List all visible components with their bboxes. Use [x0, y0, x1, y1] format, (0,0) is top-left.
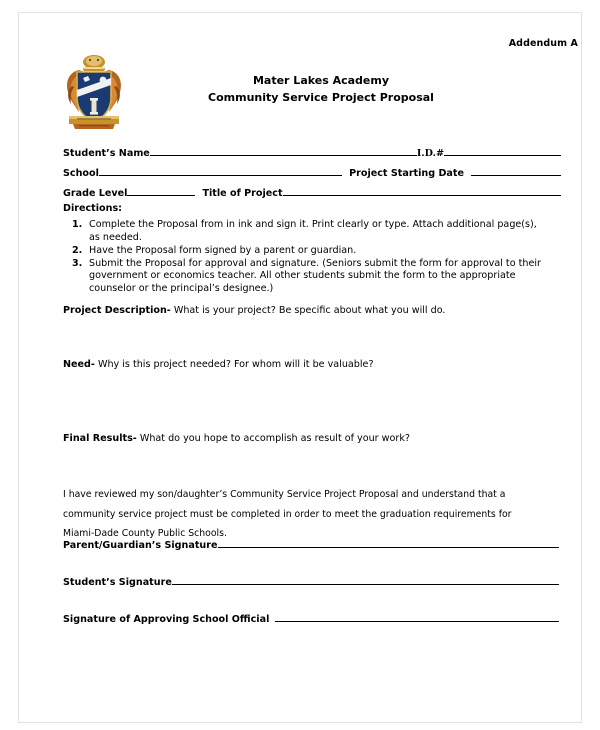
prompt-project-description	[63, 304, 445, 317]
student-name-input[interactable]	[150, 146, 417, 156]
project-starting-date-input[interactable]	[471, 166, 561, 176]
final-results-answer-area[interactable]	[63, 448, 559, 482]
field-row-student-name	[63, 146, 561, 161]
student-name-label: Student’s Name	[63, 148, 150, 159]
id-number-label: I.D.#	[416, 148, 444, 159]
school-input[interactable]	[99, 166, 342, 176]
list-item-number: 1.	[72, 219, 83, 230]
school-official-signature-label: Signature of Approving School Official	[63, 614, 270, 625]
prompt-label: Need-	[63, 359, 95, 370]
school-official-signature-input[interactable]	[275, 612, 559, 622]
prompt-question: Why is this project needed? For whom will it be valuable?	[94, 359, 374, 370]
title-line-1: Mater Lakes Academy	[252, 74, 390, 87]
school-label: School	[63, 168, 99, 179]
prompt-label: Project Description-	[63, 305, 171, 316]
list-item-text: Have the Proposal form signed by a parent or guardian.	[89, 244, 357, 256]
title-of-project-label: Title of Project	[202, 188, 283, 199]
list-item	[63, 219, 549, 244]
project-description-answer-area[interactable]	[63, 320, 559, 356]
list-item-text: Complete the Proposal from in ink and sign it. Print clearly or type. Attach additional page(s), as needed.	[89, 219, 537, 243]
project-starting-date-label: Project Starting Date	[349, 168, 464, 179]
list-item	[63, 245, 549, 258]
student-signature-input[interactable]	[172, 575, 559, 585]
parent-guardian-signature-label: Parent/Guardian’s Signature	[63, 540, 218, 551]
signature-row-student	[63, 575, 559, 590]
prompt-final-results	[63, 432, 410, 445]
directions-list	[63, 219, 549, 296]
need-answer-area[interactable]	[63, 374, 559, 426]
school-crest-icon	[63, 52, 125, 132]
prompt-question: What do you hope to accomplish as result of your work?	[136, 433, 410, 444]
signature-row-school-official	[63, 612, 559, 627]
page-title	[176, 72, 466, 106]
field-row-grade-level	[63, 186, 561, 201]
grade-level-input[interactable]	[127, 186, 195, 196]
student-signature-label: Student’s Signature	[63, 577, 172, 588]
list-item-text: Submit the Proposal for approval and signature. (Seniors submit the form for approval to their government or economics teacher. All other students submit the form to the appropriate counselor or the principal’s designee.)	[89, 257, 541, 294]
parent-acknowledgement-statement: I have reviewed my son/daughter’s Community Service Project Proposal and understand that a community service project must be completed in order to meet the graduation requirements for Miami-Dade County Public Schools.	[63, 489, 512, 539]
prompt-label: Final Results-	[63, 433, 137, 444]
directions-heading: Directions:	[63, 203, 123, 214]
id-number-input[interactable]	[444, 146, 561, 156]
parent-guardian-signature-input[interactable]	[218, 538, 560, 548]
title-of-project-input[interactable]	[283, 186, 561, 196]
title-line-2: Community Service Project Proposal	[208, 91, 434, 104]
list-item-number: 2.	[72, 244, 83, 256]
grade-level-label: Grade Level	[63, 188, 128, 199]
signature-row-parent-guardian	[63, 538, 559, 553]
list-item	[63, 258, 549, 296]
prompt-need	[63, 358, 374, 371]
list-item-number: 3.	[72, 257, 83, 269]
field-row-school	[63, 166, 561, 181]
addendum-label: Addendum A	[508, 38, 578, 49]
prompt-question: What is your project? Be specific about what you will do.	[170, 305, 446, 316]
